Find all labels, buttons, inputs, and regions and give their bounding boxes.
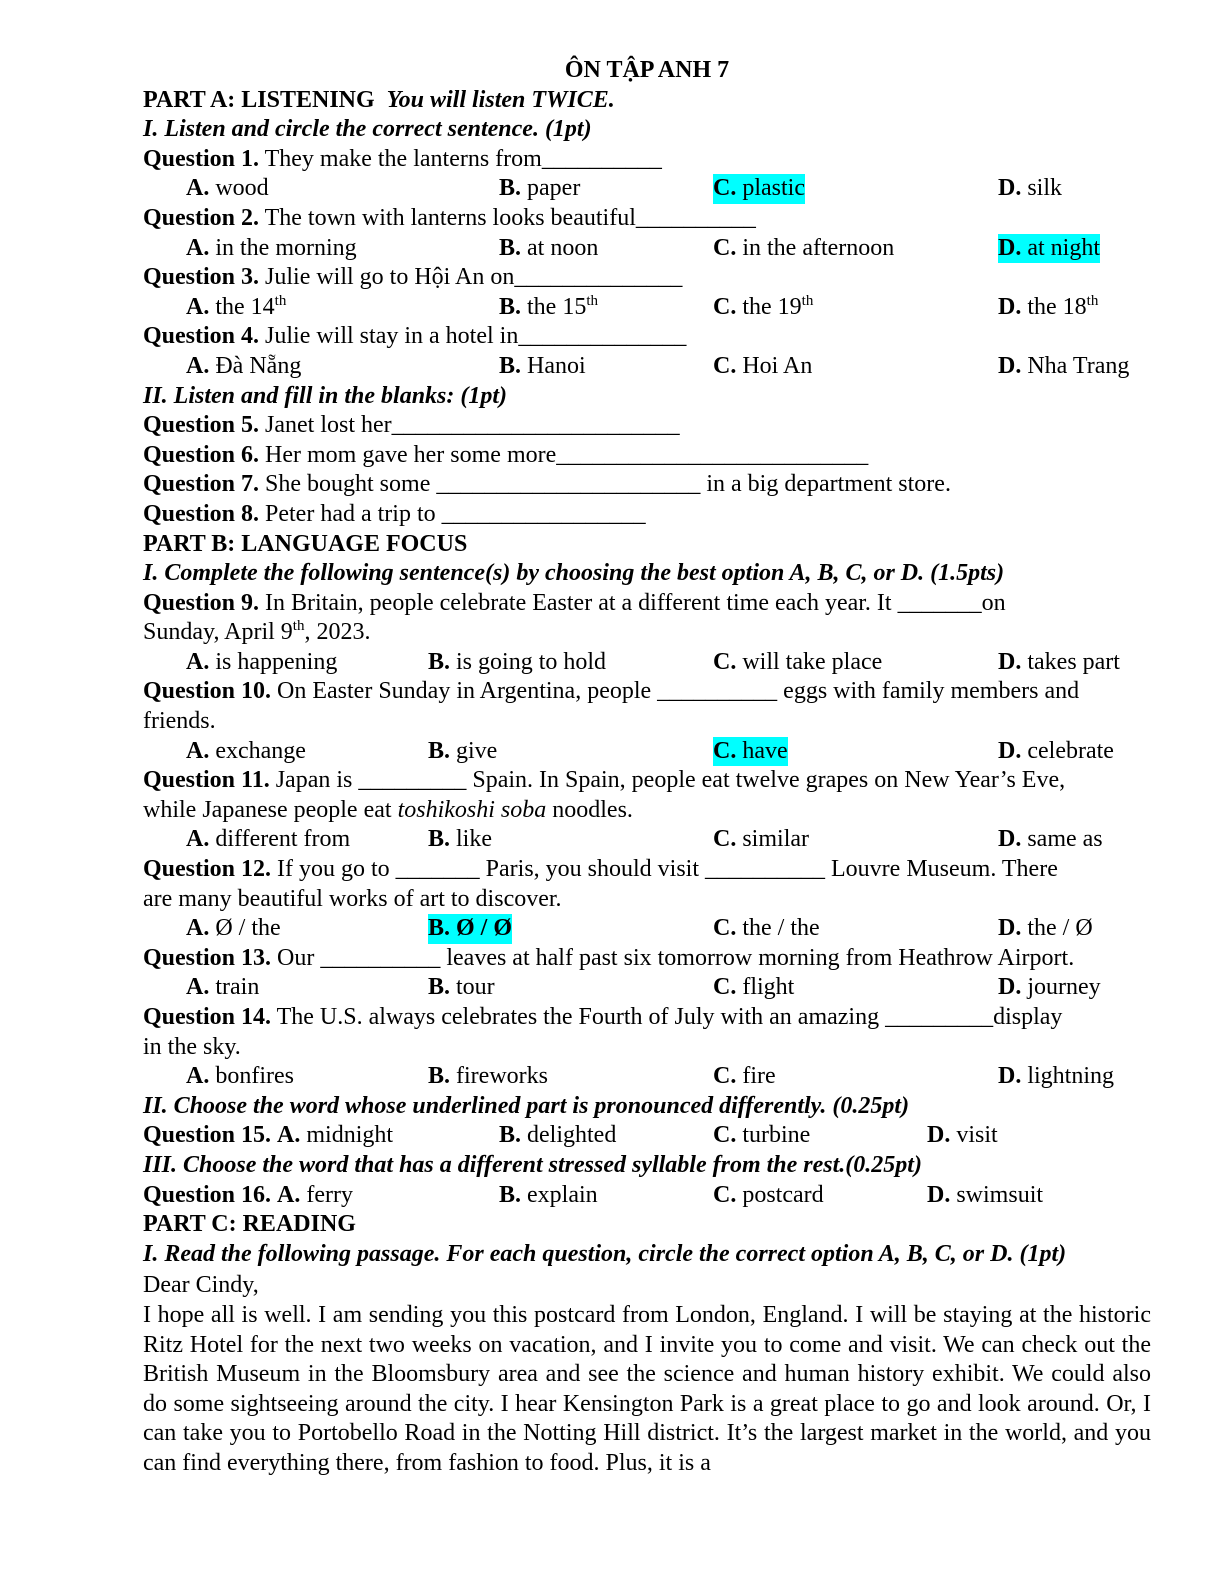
option-c[interactable]: C. flight [713, 974, 795, 1001]
option-c-highlighted[interactable]: C. plastic [713, 174, 805, 204]
option-a[interactable]: A. different from [186, 826, 351, 853]
question-7: Question 7. She bought some ______________________ in a big department store. [143, 471, 951, 498]
question-label: Question 2. [143, 204, 260, 231]
question-2 [143, 204, 1151, 234]
option-d[interactable]: D. takes part [998, 648, 1120, 675]
question-11-line2: while Japanese people eat toshikoshi soba noodles. [143, 796, 633, 823]
part-b-heading: PART B: LANGUAGE FOCUS [143, 530, 468, 557]
section-b1-heading: I. Complete the following sentence(s) by choosing the best option A, B, C, or D. (1.5pts) [143, 560, 1005, 587]
option-b[interactable]: B. Hanoi [499, 352, 586, 379]
option-a[interactable]: A. the 14th [186, 292, 287, 320]
option-b[interactable]: B. is going to hold [428, 648, 607, 675]
option-b[interactable]: B. like [428, 826, 493, 853]
option-c[interactable]: C. will take place [713, 648, 883, 675]
option-c[interactable]: C. turbine [713, 1122, 811, 1149]
section-a1-heading: I. Listen and circle the correct sentence. (1pt) [143, 116, 592, 143]
question-13: Question 13. Our __________ leaves at half past six tomorrow morning from Heathrow Airport. [143, 944, 1075, 971]
question-14: Question 14. The U.S. always celebrates the Fourth of July with an amazing _________display [143, 1004, 1063, 1030]
question-1 [143, 145, 1151, 175]
question-10-options [143, 737, 1151, 767]
question-13-options [143, 973, 1151, 1003]
question-text: They make the lanterns from__________ [264, 145, 662, 172]
option-b[interactable]: B. delighted [499, 1122, 617, 1149]
section-b3-heading: III. Choose the word that has a different stressed syllable from the rest.(0.25pt) [143, 1151, 922, 1178]
question-6: Question 6. Her mom gave her some more__________________________ [143, 441, 869, 468]
option-d-highlighted[interactable]: D. at night [998, 234, 1100, 264]
option-c[interactable]: C. the 19th [713, 292, 814, 320]
option-d[interactable]: D. the / Ø [998, 915, 1093, 942]
option-b[interactable]: B. the 15th [499, 292, 599, 320]
option-a[interactable]: A. wood [186, 175, 269, 202]
option-c-highlighted[interactable]: C. have [713, 737, 788, 767]
section-b2-heading: II. Choose the word whose underlined part is pronounced differently. (0.25pt) [143, 1092, 910, 1119]
option-d[interactable]: D. swimsuit [927, 1181, 1044, 1208]
option-a[interactable]: A. Ø / the [186, 915, 281, 942]
question-14-line2: in the sky. [143, 1033, 241, 1060]
question-label-with-option-a[interactable]: Question 15. A. midnight [143, 1122, 394, 1149]
option-a[interactable]: A. exchange [186, 737, 306, 764]
question-12-options [143, 914, 1151, 944]
option-b[interactable]: B. fireworks [428, 1063, 548, 1090]
option-c[interactable]: C. postcard [713, 1181, 824, 1208]
question-12: Question 12. If you go to _______ Paris, you should visit __________ Louvre Museum. There [143, 856, 1058, 883]
question-5: Question 5. Janet lost her________________________ [143, 412, 680, 439]
question-9: Question 9. In Britain, people celebrate Easter at a different time each year. It _______on [143, 589, 1006, 616]
reading-passage: I hope all is well. I am sending you this postcard from London, England. I will be staying at the historic Ritz Hotel for the next two weeks on vacation, and I invite you to come and visit. We can check out the British Museum in the Bloomsbury area and see the science and human history exhibit. We could also do some sightseeing around the city. I hear Kensington Park is a great place to go and look around. Or, I can take you to Portobello Road in the Notting Hill district. It’s the largest market in the world, and you can find everything there, from fashion to food. Plus, it is a [143, 1301, 1151, 1476]
question-11: Question 11. Japan is _________ Spain. In Spain, people eat twelve grapes on New Year’s Eve, [143, 767, 1066, 794]
part-a-note: You will listen TWICE. [386, 86, 615, 113]
question-10: Question 10. On Easter Sunday in Argentina, people __________ eggs with family members and [143, 678, 1080, 705]
option-c[interactable]: C. fire [713, 1063, 776, 1090]
section-a2-heading: II. Listen and fill in the blanks: (1pt) [143, 382, 508, 409]
question-9-options [143, 648, 1151, 678]
question-text: Julie will stay in a hotel in______________ [265, 323, 687, 350]
question-4-options [143, 352, 1151, 382]
question-4 [143, 322, 1151, 352]
option-c[interactable]: C. Hoi An [713, 352, 813, 379]
question-10-line2: friends. [143, 708, 216, 735]
option-b[interactable]: B. paper [499, 175, 581, 202]
option-b-highlighted[interactable]: B. Ø / Ø [428, 914, 512, 944]
option-d[interactable]: D. the 18th [998, 292, 1099, 320]
question-label-with-option-a[interactable]: Question 16. A. ferry [143, 1181, 353, 1208]
worksheet-page [143, 56, 1151, 1479]
question-label: Question 3. [143, 264, 260, 291]
section-c1-heading: I. Read the following passage. For each question, circle the correct option A, B, C, or D. (1pt) [143, 1240, 1067, 1267]
question-8: Question 8. Peter had a trip to _________________ [143, 500, 646, 527]
question-text: The town with lanterns looks beautiful__________ [264, 204, 756, 231]
question-1-options [143, 174, 1151, 204]
question-9-line2: Sunday, April 9th, 2023. [143, 618, 371, 646]
question-14-options [143, 1062, 1151, 1092]
question-3 [143, 263, 1151, 293]
question-16 [143, 1181, 1151, 1211]
question-15 [143, 1121, 1151, 1151]
option-d[interactable]: D. lightning [998, 1063, 1115, 1090]
letter-greeting: Dear Cindy, [143, 1272, 259, 1299]
option-a[interactable]: A. Đà Nẵng [186, 352, 302, 379]
option-c[interactable]: C. similar [713, 826, 809, 853]
option-d[interactable]: D. silk [998, 175, 1063, 202]
question-text: Julie will go to Hội An on______________ [265, 264, 683, 291]
question-11-options [143, 825, 1151, 855]
option-d[interactable]: D. visit [927, 1122, 998, 1149]
question-12-line2: are many beautiful works of art to discover. [143, 885, 562, 912]
option-d[interactable]: D. Nha Trang [998, 352, 1130, 379]
option-a[interactable]: A. bonfires [186, 1063, 294, 1090]
question-label: Question 4. [143, 323, 260, 350]
option-a[interactable]: A. in the morning [186, 234, 357, 261]
option-d[interactable]: D. same as [998, 826, 1103, 853]
option-b[interactable]: B. at noon [499, 234, 599, 261]
option-d[interactable]: D. celebrate [998, 737, 1114, 764]
option-b[interactable]: B. tour [428, 974, 495, 1001]
option-a[interactable]: A. train [186, 974, 260, 1001]
part-a-title: PART A: LISTENING [143, 86, 375, 113]
option-b[interactable]: B. explain [499, 1181, 598, 1208]
question-3-options [143, 293, 1151, 323]
option-c[interactable]: C. the / the [713, 915, 820, 942]
option-c[interactable]: C. in the afternoon [713, 234, 895, 261]
question-label: Question 1. [143, 145, 260, 172]
page-title: ÔN TẬP ANH 7 [564, 57, 730, 83]
part-a-heading [143, 86, 1151, 116]
option-d[interactable]: D. journey [998, 974, 1101, 1001]
option-b[interactable]: B. give [428, 737, 498, 764]
option-a[interactable]: A. is happening [186, 648, 338, 675]
question-2-options [143, 234, 1151, 264]
part-c-heading: PART C: READING [143, 1211, 356, 1238]
